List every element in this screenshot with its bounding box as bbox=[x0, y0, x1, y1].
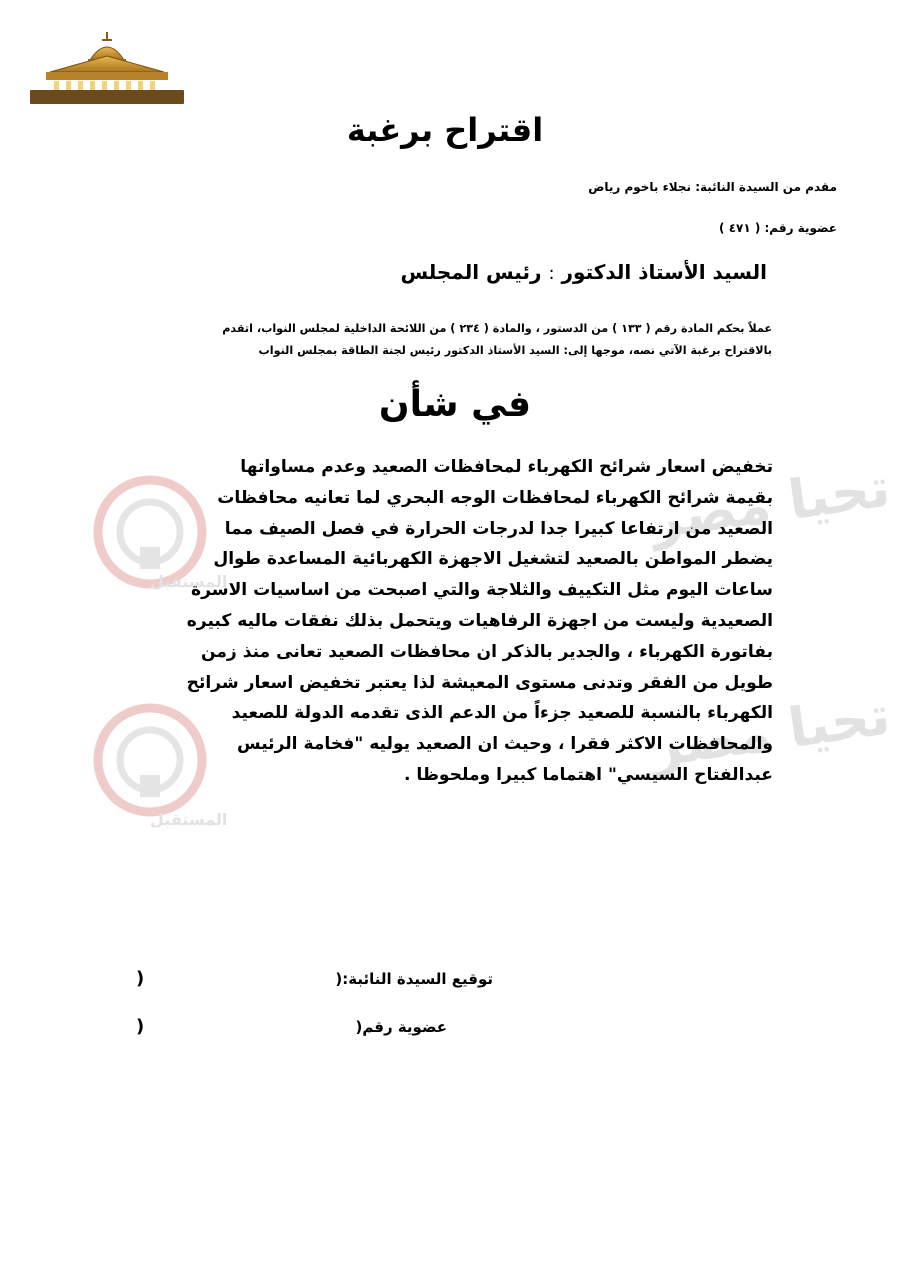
watermark-subtext: المستقبل bbox=[150, 572, 228, 591]
addressee-separator: : bbox=[548, 263, 555, 284]
body-line: ساعات اليوم مثل التكييف والثلاجة والتي اصبحت من اساسيات الاسرة bbox=[191, 580, 773, 601]
watermark-text: تحيا مصر bbox=[646, 683, 894, 780]
addressee-title: السيد الأستاذ الدكتور bbox=[561, 260, 767, 284]
body-line: الكهرباء بالنسبة للصعيد جزءاً من الدعم الذى تقدمه الدولة للصعيد bbox=[231, 703, 773, 724]
body-line: الصعيدية وليست من اجهزة الرفاهيات ويتحمل بذلك نفقات ماليه كبيره bbox=[186, 610, 773, 631]
body-line: تخفيض اسعار شرائح الكهرباء لمحافظات الصعيد وعدم مساواتها bbox=[240, 457, 773, 477]
document-title: اقتراح برغبة bbox=[346, 111, 544, 149]
body-line: والمحافظات الاكثر فقرا ، وحيث ان الصعيد يوليه "فخامة الرئيس bbox=[237, 734, 773, 755]
membership-label: عضوية رقم( bbox=[355, 1018, 447, 1036]
membership-number: عضوية رقم: ( ٤٧١ ) bbox=[719, 221, 837, 235]
parliament-dome-icon bbox=[28, 26, 186, 106]
watermark-text: تحيا مصر bbox=[646, 455, 894, 552]
parliament-logo bbox=[28, 26, 186, 127]
signature-label: توقيع السيدة النائبة:( bbox=[335, 970, 493, 988]
addressee bbox=[400, 260, 767, 284]
preamble bbox=[112, 318, 772, 362]
preamble-line: عملاً بحكم المادة رقم ( ١٣٣ ) من الدستور ، والمادة ( ٢٣٤ ) من اللائحة الداخلية لمجلس النواب، اتقدم bbox=[222, 322, 772, 335]
body-line: طويل من الفقر وتدنى مستوى المعيشة لذا يعتبر تخفيض اسعار شرائح bbox=[186, 672, 773, 693]
body-line: الصعيد من ارتفاعا كبيرا جدا لدرجات الحرارة في فصل الصيف مما bbox=[224, 518, 773, 539]
proposal-body bbox=[118, 452, 773, 791]
membership-close-paren: ) bbox=[136, 1016, 145, 1037]
addressee-role: رئيس المجلس bbox=[400, 260, 542, 284]
logo-caption: مجلس النواب المصري bbox=[100, 118, 176, 127]
signature-close-paren: ) bbox=[136, 968, 145, 989]
preamble-line: بالاقتراح برغبة الآتي نصه، موجها إلى: السيد الأستاذ الدكتور رئيس لجنة الطاقة بمجلس النواب bbox=[258, 344, 772, 357]
body-line: عبدالفتاح السيسي" اهتماما كبيرا وملحوظا . bbox=[403, 764, 773, 785]
subject-heading: في شأن bbox=[378, 384, 532, 425]
body-line: بفاتورة الكهرباء ، والجدير بالذكر ان محافظات الصعيد تعانى منذ زمن bbox=[200, 641, 773, 662]
body-line: بقيمة شرائح الكهرباء لمحافظات الوجه البحري لما تعانيه محافظات bbox=[217, 487, 773, 508]
watermark-subtext: المستقبل bbox=[150, 810, 228, 829]
body-line: يضطر المواطن بالصعيد لتشغيل الاجهزة الكهربائية المساعدة طوال bbox=[213, 549, 773, 570]
submitted-by: مقدم من السيدة النائبة: نجلاء باخوم رياض bbox=[588, 180, 837, 194]
